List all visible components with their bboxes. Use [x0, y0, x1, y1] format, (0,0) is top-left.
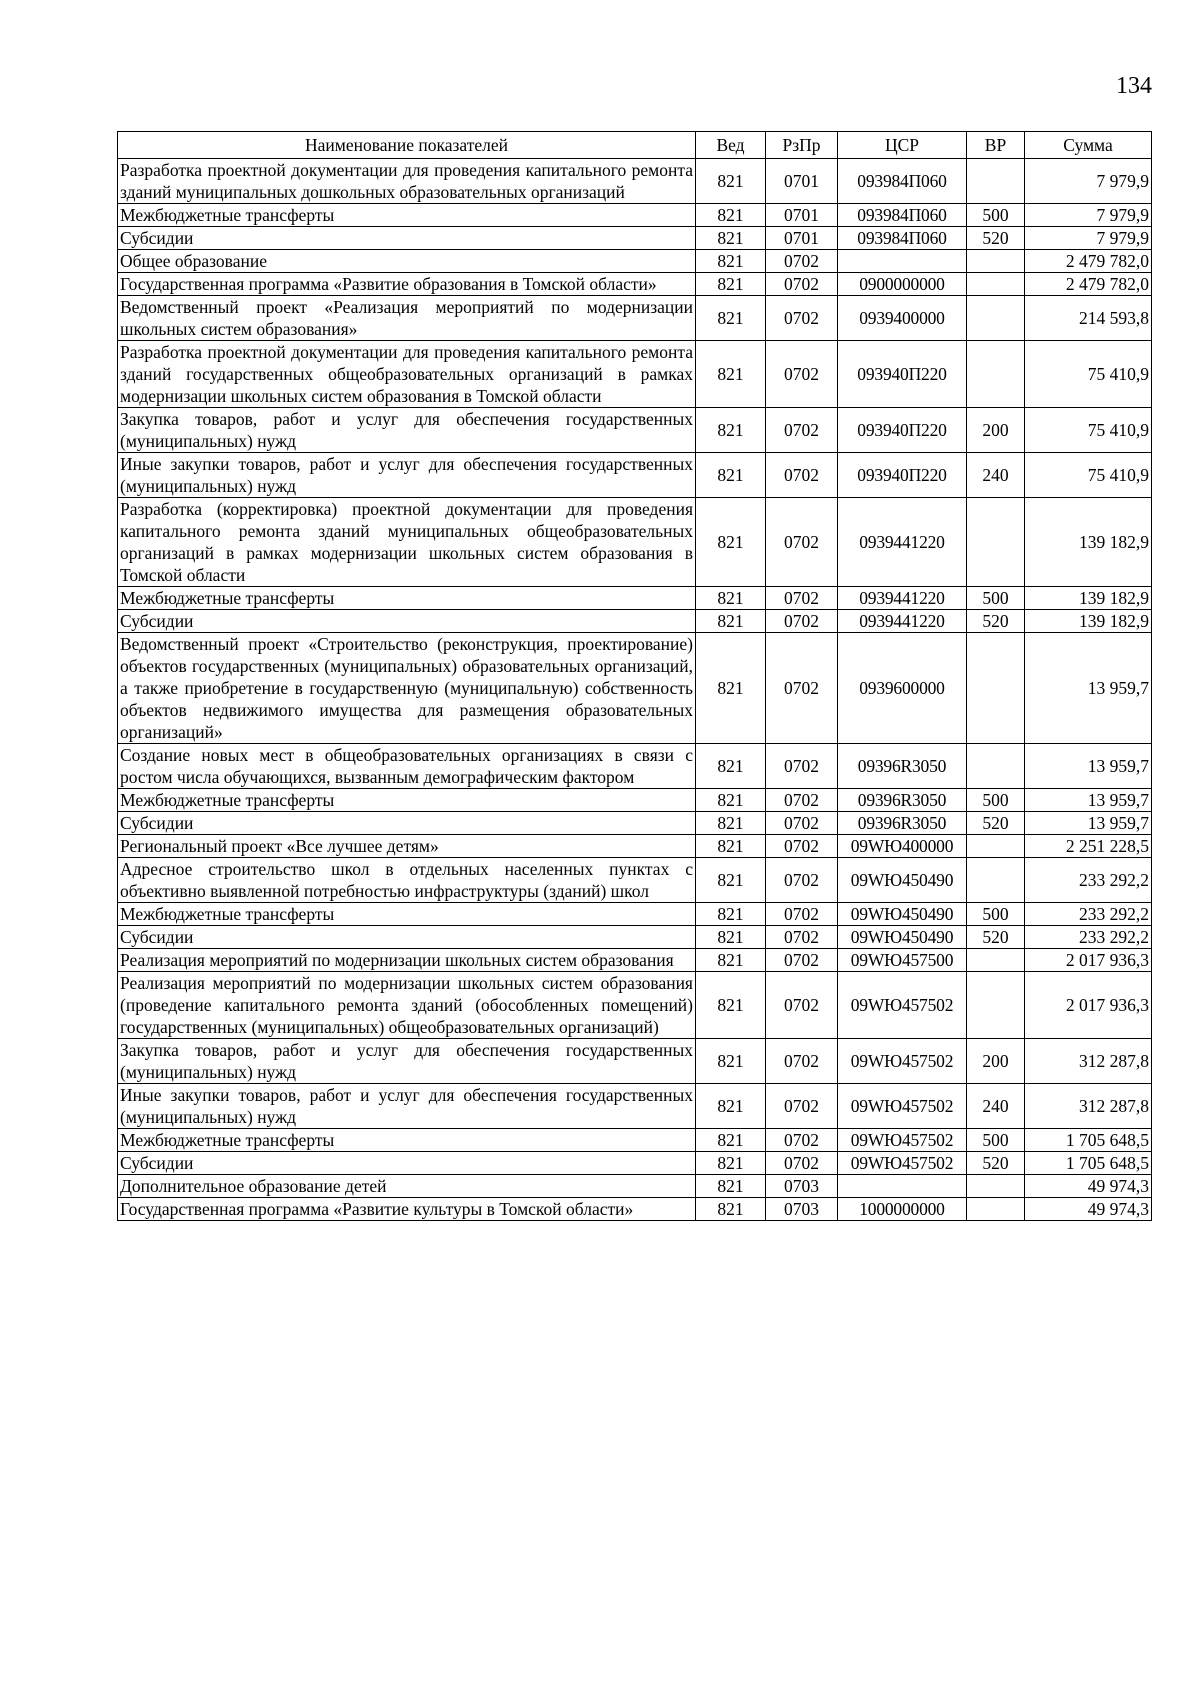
- header-row: [118, 132, 1152, 159]
- cell-name: Закупка товаров, работ и услуг для обеспечения государственных (муниципальных) нужд: [118, 1039, 696, 1084]
- cell-sum: 214 593,8: [1025, 296, 1152, 341]
- cell-name: Субсидии: [118, 610, 696, 633]
- cell-vr: 200: [967, 408, 1025, 453]
- cell-csr: 09WЮ450490: [838, 926, 967, 949]
- cell-csr: 09WЮ457500: [838, 949, 967, 972]
- cell-sum: 2 479 782,0: [1025, 250, 1152, 273]
- cell-name: Закупка товаров, работ и услуг для обеспечения государственных (муниципальных) нужд: [118, 408, 696, 453]
- cell-ved: 821: [696, 633, 766, 744]
- cell-ved: 821: [696, 1039, 766, 1084]
- cell-sum: 2 017 936,3: [1025, 972, 1152, 1039]
- cell-ved: 821: [696, 949, 766, 972]
- table-row: [118, 1039, 1152, 1084]
- cell-rzpr: 0702: [766, 408, 838, 453]
- cell-name: Межбюджетные трансферты: [118, 789, 696, 812]
- cell-sum: 233 292,2: [1025, 926, 1152, 949]
- cell-ved: 821: [696, 789, 766, 812]
- cell-rzpr: 0702: [766, 744, 838, 789]
- cell-vr: 520: [967, 1152, 1025, 1175]
- cell-sum: 7 979,9: [1025, 204, 1152, 227]
- table-row: [118, 744, 1152, 789]
- cell-rzpr: 0702: [766, 453, 838, 498]
- cell-name: Разработка проектной документации для проведения капитального ремонта зданий государственных общеобразовательных организаций в рамках модернизации школьных систем образования в Томской области: [118, 341, 696, 408]
- cell-csr: 09WЮ450490: [838, 903, 967, 926]
- cell-rzpr: 0702: [766, 1039, 838, 1084]
- cell-vr: [967, 858, 1025, 903]
- cell-ved: 821: [696, 341, 766, 408]
- cell-rzpr: 0702: [766, 926, 838, 949]
- table-row: [118, 1084, 1152, 1129]
- cell-sum: 49 974,3: [1025, 1175, 1152, 1198]
- header-sum: Сумма: [1025, 132, 1152, 159]
- cell-ved: 821: [696, 972, 766, 1039]
- cell-rzpr: 0702: [766, 273, 838, 296]
- budget-table: [117, 131, 1152, 1221]
- cell-csr: 0900000000: [838, 273, 967, 296]
- cell-name: Межбюджетные трансферты: [118, 587, 696, 610]
- table-row: [118, 1198, 1152, 1221]
- cell-name: Государственная программа «Развитие культуры в Томской области»: [118, 1198, 696, 1221]
- cell-rzpr: 0702: [766, 858, 838, 903]
- cell-rzpr: 0702: [766, 250, 838, 273]
- cell-vr: [967, 273, 1025, 296]
- cell-csr: 0939441220: [838, 610, 967, 633]
- cell-ved: 821: [696, 1129, 766, 1152]
- cell-name: Межбюджетные трансферты: [118, 903, 696, 926]
- cell-csr: 09WЮ457502: [838, 1084, 967, 1129]
- cell-csr: 09WЮ457502: [838, 1129, 967, 1152]
- header-rzpr: РзПр: [766, 132, 838, 159]
- cell-vr: [967, 835, 1025, 858]
- cell-name: Субсидии: [118, 227, 696, 250]
- cell-vr: [967, 498, 1025, 587]
- cell-ved: 821: [696, 926, 766, 949]
- cell-name: Субсидии: [118, 926, 696, 949]
- cell-rzpr: 0702: [766, 972, 838, 1039]
- cell-rzpr: 0702: [766, 1129, 838, 1152]
- cell-rzpr: 0702: [766, 903, 838, 926]
- cell-name: Ведомственный проект «Реализация мероприятий по модернизации школьных систем образования»: [118, 296, 696, 341]
- cell-name: Разработка проектной документации для проведения капитального ремонта зданий муниципальных дошкольных образовательных организаций: [118, 159, 696, 204]
- cell-sum: 75 410,9: [1025, 341, 1152, 408]
- table-row: [118, 633, 1152, 744]
- cell-vr: 500: [967, 587, 1025, 610]
- cell-vr: [967, 1175, 1025, 1198]
- cell-vr: [967, 949, 1025, 972]
- table-row: [118, 498, 1152, 587]
- cell-csr: 09WЮ457502: [838, 972, 967, 1039]
- table-row: [118, 610, 1152, 633]
- cell-csr: 09WЮ457502: [838, 1039, 967, 1084]
- cell-ved: 821: [696, 227, 766, 250]
- cell-name: Ведомственный проект «Строительство (реконструкция, проектирование) объектов государственных (муниципальных) образовательных организаций, а также приобретение в государственную (муниципальную) собственность объектов недвижимого имущества для размещения образовательных организаций»: [118, 633, 696, 744]
- cell-vr: [967, 341, 1025, 408]
- cell-csr: 09396R3050: [838, 812, 967, 835]
- cell-vr: [967, 1198, 1025, 1221]
- cell-name: Иные закупки товаров, работ и услуг для обеспечения государственных (муниципальных) нужд: [118, 453, 696, 498]
- cell-vr: 520: [967, 227, 1025, 250]
- cell-ved: 821: [696, 744, 766, 789]
- cell-csr: 0939441220: [838, 587, 967, 610]
- cell-sum: 75 410,9: [1025, 408, 1152, 453]
- cell-sum: 1 705 648,5: [1025, 1152, 1152, 1175]
- cell-name: Межбюджетные трансферты: [118, 204, 696, 227]
- cell-sum: 13 959,7: [1025, 789, 1152, 812]
- cell-csr: 093940П220: [838, 341, 967, 408]
- cell-ved: 821: [696, 1152, 766, 1175]
- cell-rzpr: 0702: [766, 1152, 838, 1175]
- cell-rzpr: 0701: [766, 227, 838, 250]
- cell-csr: [838, 1175, 967, 1198]
- cell-csr: 09396R3050: [838, 789, 967, 812]
- cell-name: Субсидии: [118, 1152, 696, 1175]
- cell-name: Иные закупки товаров, работ и услуг для обеспечения государственных (муниципальных) нужд: [118, 1084, 696, 1129]
- table-row: [118, 1175, 1152, 1198]
- cell-name: Региональный проект «Все лучшее детям»: [118, 835, 696, 858]
- cell-sum: 312 287,8: [1025, 1039, 1152, 1084]
- cell-vr: 240: [967, 1084, 1025, 1129]
- table-row: [118, 296, 1152, 341]
- cell-rzpr: 0701: [766, 204, 838, 227]
- cell-ved: 821: [696, 1175, 766, 1198]
- cell-ved: 821: [696, 204, 766, 227]
- header-name: Наименование показателей: [118, 132, 696, 159]
- cell-csr: 0939441220: [838, 498, 967, 587]
- table-row: [118, 903, 1152, 926]
- cell-rzpr: 0702: [766, 835, 838, 858]
- table-row: [118, 204, 1152, 227]
- cell-ved: 821: [696, 498, 766, 587]
- cell-sum: 13 959,7: [1025, 744, 1152, 789]
- cell-rzpr: 0702: [766, 1084, 838, 1129]
- table-row: [118, 341, 1152, 408]
- cell-rzpr: 0701: [766, 159, 838, 204]
- cell-csr: 093984П060: [838, 227, 967, 250]
- cell-sum: 2 017 936,3: [1025, 949, 1152, 972]
- cell-sum: 13 959,7: [1025, 633, 1152, 744]
- header-vr: ВР: [967, 132, 1025, 159]
- cell-name: Адресное строительство школ в отдельных населенных пунктах с объективно выявленной потребностью инфраструктуры (зданий) школ: [118, 858, 696, 903]
- cell-csr: 09396R3050: [838, 744, 967, 789]
- table-row: [118, 273, 1152, 296]
- cell-vr: 500: [967, 789, 1025, 812]
- cell-csr: 1000000000: [838, 1198, 967, 1221]
- cell-ved: 821: [696, 835, 766, 858]
- cell-rzpr: 0702: [766, 949, 838, 972]
- cell-csr: 09WЮ450490: [838, 858, 967, 903]
- table-row: [118, 1152, 1152, 1175]
- cell-csr: 093984П060: [838, 159, 967, 204]
- cell-sum: 2 479 782,0: [1025, 273, 1152, 296]
- cell-sum: 139 182,9: [1025, 610, 1152, 633]
- cell-vr: [967, 633, 1025, 744]
- table-row: [118, 227, 1152, 250]
- cell-sum: 1 705 648,5: [1025, 1129, 1152, 1152]
- cell-vr: 500: [967, 1129, 1025, 1152]
- cell-rzpr: 0702: [766, 587, 838, 610]
- cell-ved: 821: [696, 587, 766, 610]
- table-row: [118, 453, 1152, 498]
- cell-rzpr: 0702: [766, 498, 838, 587]
- cell-vr: [967, 972, 1025, 1039]
- cell-ved: 821: [696, 296, 766, 341]
- header-ved: Вед: [696, 132, 766, 159]
- cell-ved: 821: [696, 273, 766, 296]
- cell-ved: 821: [696, 453, 766, 498]
- cell-sum: 13 959,7: [1025, 812, 1152, 835]
- table-row: [118, 812, 1152, 835]
- cell-vr: 520: [967, 812, 1025, 835]
- cell-sum: 233 292,2: [1025, 903, 1152, 926]
- cell-ved: 821: [696, 610, 766, 633]
- cell-rzpr: 0702: [766, 341, 838, 408]
- cell-csr: 09WЮ457502: [838, 1152, 967, 1175]
- cell-vr: 500: [967, 204, 1025, 227]
- cell-sum: 139 182,9: [1025, 587, 1152, 610]
- cell-name: Разработка (корректировка) проектной документации для проведения капитального ремонта зданий муниципальных общеобразовательных организаций в рамках модернизации школьных систем образования в Томской области: [118, 498, 696, 587]
- cell-rzpr: 0703: [766, 1198, 838, 1221]
- table-row: [118, 789, 1152, 812]
- cell-rzpr: 0702: [766, 633, 838, 744]
- cell-ved: 821: [696, 408, 766, 453]
- cell-csr: 09WЮ400000: [838, 835, 967, 858]
- cell-ved: 821: [696, 1198, 766, 1221]
- cell-name: Субсидии: [118, 812, 696, 835]
- cell-ved: 821: [696, 159, 766, 204]
- table-header: [118, 132, 1152, 159]
- cell-csr: [838, 250, 967, 273]
- cell-rzpr: 0702: [766, 610, 838, 633]
- table-row: [118, 926, 1152, 949]
- table-row: [118, 250, 1152, 273]
- cell-vr: 500: [967, 903, 1025, 926]
- header-csr: ЦСР: [838, 132, 967, 159]
- table-row: [118, 949, 1152, 972]
- cell-name: Реализация мероприятий по модернизации школьных систем образования: [118, 949, 696, 972]
- cell-vr: 240: [967, 453, 1025, 498]
- cell-sum: 2 251 228,5: [1025, 835, 1152, 858]
- cell-rzpr: 0702: [766, 296, 838, 341]
- cell-csr: 093984П060: [838, 204, 967, 227]
- cell-ved: 821: [696, 250, 766, 273]
- cell-vr: 200: [967, 1039, 1025, 1084]
- table-row: [118, 972, 1152, 1039]
- table-row: [118, 408, 1152, 453]
- cell-vr: 520: [967, 926, 1025, 949]
- cell-vr: [967, 296, 1025, 341]
- table-row: [118, 858, 1152, 903]
- cell-name: Общее образование: [118, 250, 696, 273]
- cell-rzpr: 0703: [766, 1175, 838, 1198]
- cell-csr: 0939400000: [838, 296, 967, 341]
- table-row: [118, 587, 1152, 610]
- cell-ved: 821: [696, 812, 766, 835]
- cell-name: Создание новых мест в общеобразовательных организациях в связи с ростом числа обучающихся, вызванным демографическим фактором: [118, 744, 696, 789]
- cell-rzpr: 0702: [766, 812, 838, 835]
- cell-name: Реализация мероприятий по модернизации школьных систем образования (проведение капитального ремонта зданий (обособленных помещений) государственных (муниципальных) общеобразовательных организаций): [118, 972, 696, 1039]
- table-body: [118, 159, 1152, 1221]
- table-row: [118, 159, 1152, 204]
- cell-sum: 7 979,9: [1025, 159, 1152, 204]
- page-number: 134: [1116, 73, 1152, 99]
- cell-rzpr: 0702: [766, 789, 838, 812]
- cell-sum: 312 287,8: [1025, 1084, 1152, 1129]
- cell-vr: [967, 159, 1025, 204]
- cell-vr: 520: [967, 610, 1025, 633]
- cell-sum: 75 410,9: [1025, 453, 1152, 498]
- cell-sum: 233 292,2: [1025, 858, 1152, 903]
- cell-name: Дополнительное образование детей: [118, 1175, 696, 1198]
- cell-name: Государственная программа «Развитие образования в Томской области»: [118, 273, 696, 296]
- cell-ved: 821: [696, 903, 766, 926]
- cell-ved: 821: [696, 1084, 766, 1129]
- cell-vr: [967, 250, 1025, 273]
- cell-sum: 49 974,3: [1025, 1198, 1152, 1221]
- cell-sum: 7 979,9: [1025, 227, 1152, 250]
- cell-name: Межбюджетные трансферты: [118, 1129, 696, 1152]
- cell-csr: 093940П220: [838, 408, 967, 453]
- table-row: [118, 1129, 1152, 1152]
- cell-ved: 821: [696, 858, 766, 903]
- cell-csr: 093940П220: [838, 453, 967, 498]
- table-row: [118, 835, 1152, 858]
- cell-vr: [967, 744, 1025, 789]
- cell-csr: 0939600000: [838, 633, 967, 744]
- cell-sum: 139 182,9: [1025, 498, 1152, 587]
